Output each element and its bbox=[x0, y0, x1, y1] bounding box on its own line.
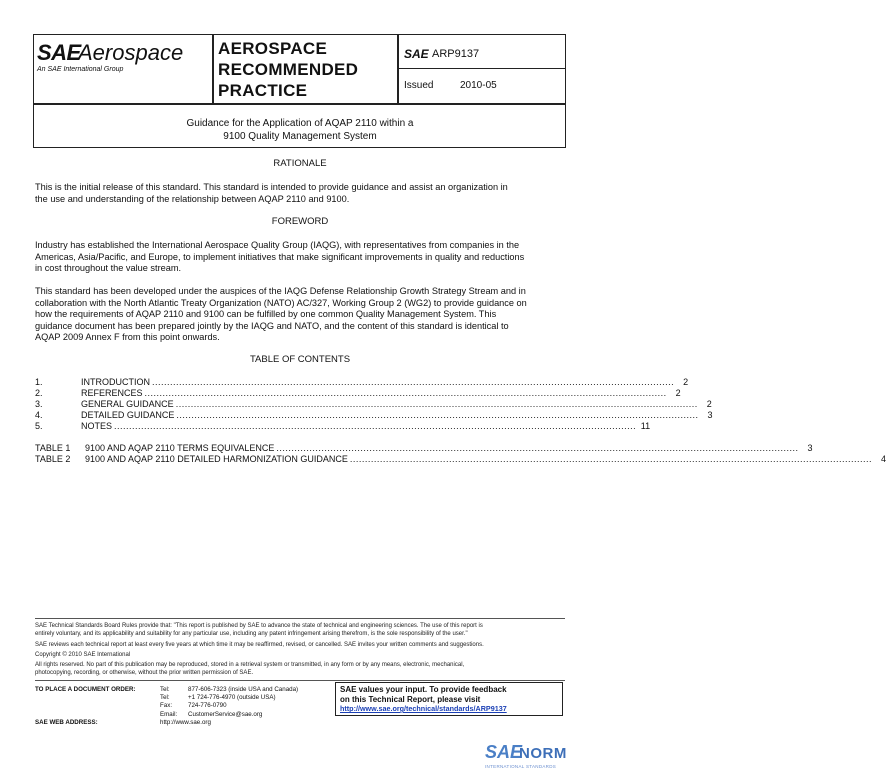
sae-norm-watermark-text: NORM bbox=[519, 745, 567, 762]
tel-value[interactable]: 877-606-7323 (inside USA and Canada) bbox=[188, 686, 299, 693]
feedback-line-2: on this Technical Report, please visit bbox=[340, 694, 481, 704]
toc-table-item[interactable] bbox=[35, 454, 886, 465]
toc-item-page: 2 bbox=[683, 377, 689, 387]
toc-leader-dots: .............................................................................................................................................................................. bbox=[144, 388, 667, 398]
rationale-line-1: This is the initial release of this standard. This standard is intended to provide guidance and assist an organization in bbox=[35, 182, 508, 192]
sae-logo: SAE bbox=[37, 40, 81, 65]
toc-item[interactable] bbox=[35, 377, 689, 388]
rules-line-2: entirely voluntary, and its applicability and suitability for any particular use, including any patent infringement arising therefrom, is the sole responsibility of the user." bbox=[35, 631, 468, 637]
toc-leader-dots: .............................................................................................................................................................................. bbox=[175, 399, 698, 409]
toc-table-item[interactable] bbox=[35, 443, 813, 454]
toc-leader-dots: .............................................................................................................................................................................. bbox=[152, 377, 675, 387]
sae-small-logo: SAE bbox=[404, 47, 429, 61]
fax-label: Fax: bbox=[160, 702, 173, 710]
sae-norm-watermark-logo: SAE bbox=[485, 742, 523, 762]
tel-label: Tel: bbox=[160, 686, 170, 693]
contact-values bbox=[188, 686, 298, 719]
toc-leader-dots: .............................................................................................................................................................................. bbox=[114, 421, 637, 431]
toc-heading: TABLE OF CONTENTS bbox=[249, 354, 351, 365]
footer-divider bbox=[35, 618, 565, 619]
footer-copyright: Copyright © 2010 SAE International bbox=[35, 652, 131, 658]
foreword-p2-line-2: collaboration with the North Atlantic Treaty Organization (NATO) AC/327, Working Group 2 (WG2) to provide guidance on bbox=[35, 297, 527, 308]
toc-item-number: 1. bbox=[35, 377, 43, 387]
footer-rules-text bbox=[35, 622, 565, 638]
toc-item-page: 3 bbox=[707, 410, 713, 420]
toc-item-number: 5. bbox=[35, 421, 43, 431]
toc-item-page: 2 bbox=[675, 388, 681, 398]
email-label: Email: bbox=[160, 710, 178, 718]
fax-value: 724-776-0790 bbox=[188, 702, 227, 710]
tel2-label: Tel: bbox=[160, 694, 170, 702]
toc-table-page: 3 bbox=[807, 443, 813, 453]
footer-review-text: SAE reviews each technical report at least every five years at which time it may be reaffirmed, revised, or cancelled. SAE invites your written comments and suggestions. bbox=[35, 642, 484, 648]
foreword-p2-line-3: how the requirements of AQAP 2110 and 9100 can be fulfilled by one common Quality Management System. This bbox=[35, 309, 497, 319]
toc-item[interactable] bbox=[35, 388, 681, 399]
tel2-value[interactable]: +1 724-776-4970 (outside USA) bbox=[188, 694, 276, 702]
foreword-p1-line-3: in cost throughout the value stream. bbox=[35, 263, 182, 273]
toc-item[interactable] bbox=[35, 410, 713, 421]
toc-item-number: 3. bbox=[35, 399, 43, 409]
toc-table-page: 4 bbox=[881, 454, 886, 464]
toc-item-title: REFERENCES bbox=[81, 388, 143, 398]
document-type-title bbox=[218, 38, 358, 101]
rights-line-1: All rights reserved. No part of this publication may be reproduced, stored in a retrieval system or transmitted, in any form or by any means, electronic, mechanical, bbox=[35, 662, 465, 668]
sae-norm-watermark-subtitle: INTERNATIONAL STANDARDS bbox=[485, 764, 557, 769]
web-label: SAE WEB ADDRESS: bbox=[35, 719, 98, 726]
toc-leader-dots: .............................................................................................................................................................................. bbox=[276, 443, 799, 453]
toc-item-title: DETAILED GUIDANCE bbox=[81, 410, 175, 420]
issued-date: 2010-05 bbox=[460, 80, 497, 91]
contact-labels bbox=[160, 686, 177, 719]
rationale-line-2: the use and understanding of the relationship between AQAP 2110 and 9100. bbox=[35, 193, 350, 204]
document-number: ARP9137 bbox=[432, 48, 480, 60]
foreword-paragraph-2 bbox=[35, 286, 565, 344]
document-title-line-2: 9100 Quality Management System bbox=[223, 131, 377, 142]
toc-item-title: INTRODUCTION bbox=[81, 377, 150, 387]
rights-line-2: photocopying, recording, or otherwise, without the prior written permission of SAE. bbox=[35, 670, 254, 676]
foreword-p2-line-1: This standard has been developed under the auspices of the IAQG Defense Relationship Growth Strategy Stream and in bbox=[35, 286, 526, 296]
toc-item-title: GENERAL GUIDANCE bbox=[81, 399, 174, 409]
feedback-box bbox=[335, 682, 563, 716]
title-line-2: RECOMMENDED bbox=[218, 60, 359, 79]
toc-item[interactable] bbox=[35, 399, 712, 410]
rationale-heading: RATIONALE bbox=[273, 158, 327, 169]
toc-table-number: TABLE 1 bbox=[35, 443, 71, 453]
feedback-line-1: SAE values your input. To provide feedback bbox=[340, 685, 507, 694]
toc-leader-dots: .............................................................................................................................................................................. bbox=[176, 410, 699, 420]
order-label: TO PLACE A DOCUMENT ORDER: bbox=[35, 686, 136, 693]
toc-leader-dots: .............................................................................................................................................................................. bbox=[349, 454, 873, 464]
logo-tagline: An SAE International Group bbox=[37, 66, 124, 73]
footer-divider-2 bbox=[35, 680, 565, 681]
foreword-p1-line-2: Americas, Asia/Pacific, and Europe, to implement initiatives that make significant improvements in quality and reductions bbox=[35, 251, 525, 262]
footer-rights-text bbox=[35, 661, 565, 677]
foreword-heading: FOREWORD bbox=[271, 216, 329, 227]
rationale-text bbox=[35, 182, 565, 205]
document-title bbox=[150, 117, 450, 143]
toc-item[interactable] bbox=[35, 421, 651, 432]
toc-item-page: 2 bbox=[706, 399, 712, 409]
toc-table-title: 9100 AND AQAP 2110 TERMS EQUIVALENCE bbox=[85, 443, 275, 453]
aerospace-logo-text: Aerospace bbox=[78, 40, 184, 65]
foreword-paragraph-1 bbox=[35, 240, 565, 275]
toc-item-page: 11 bbox=[640, 421, 651, 431]
toc-item-number: 2. bbox=[35, 388, 43, 398]
feedback-link[interactable]: http://www.sae.org/technical/standards/ARP9137 bbox=[340, 704, 507, 713]
toc-table-number: TABLE 2 bbox=[35, 454, 71, 464]
issued-label: Issued bbox=[404, 80, 434, 91]
title-line-3: PRACTICE bbox=[218, 81, 308, 100]
foreword-p2-line-4: guidance document has been prepared jointly by the IAQG and NATO, and the content of this standard is identical to bbox=[35, 320, 509, 331]
foreword-p1-line-1: Industry has established the International Aerospace Quality Group (IAQG), with representatives from companies in the bbox=[35, 240, 520, 250]
rules-line-1: SAE Technical Standards Board Rules provide that: "This report is published by SAE to advance the state of technical and engineering sciences. The use of this report is bbox=[35, 623, 483, 629]
web-link[interactable]: http://www.sae.org bbox=[160, 719, 211, 726]
toc-item-number: 4. bbox=[35, 410, 43, 420]
document-title-line-1: Guidance for the Application of AQAP 2110 within a bbox=[186, 118, 414, 129]
foreword-p2-line-5: AQAP 2009 Annex F from this point onwards. bbox=[35, 332, 220, 342]
email-link[interactable]: CustomerService@sae.org bbox=[188, 710, 263, 718]
toc-table-title: 9100 AND AQAP 2110 DETAILED HARMONIZATION GUIDANCE bbox=[85, 454, 348, 464]
title-line-1: AEROSPACE bbox=[218, 39, 328, 58]
toc-item-title: NOTES bbox=[81, 421, 113, 431]
